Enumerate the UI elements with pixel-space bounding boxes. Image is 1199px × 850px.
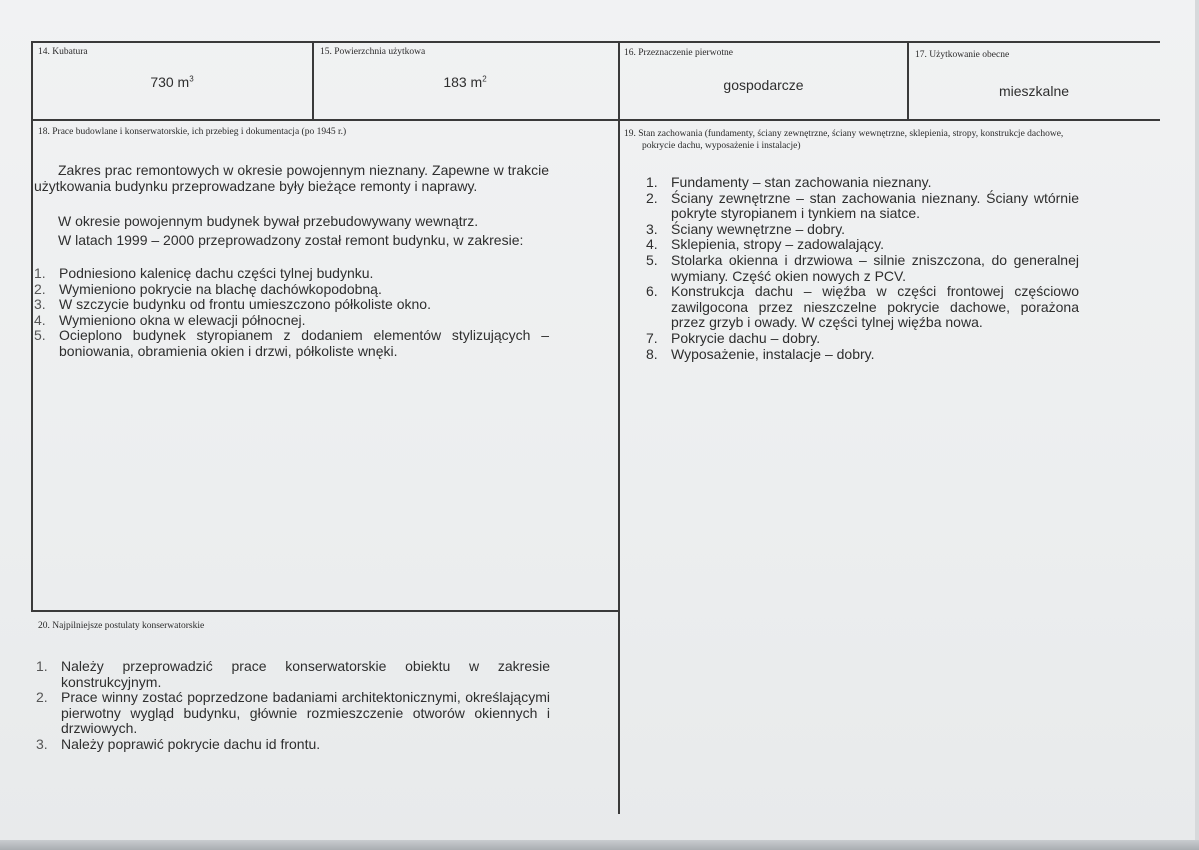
- list-number: 8.: [646, 345, 658, 362]
- powierzchnia-value: [314, 74, 616, 90]
- prace-label: 18. Prace budowlane i konserwatorskie, ich przebieg i dokumentacja (po 1945 r.): [38, 127, 347, 137]
- list-text: Wymieniono pokrycie na blachę dachówkopodobną.: [59, 280, 382, 297]
- list-item: [36, 737, 550, 753]
- list-item: [646, 191, 1079, 222]
- list-item: [34, 297, 549, 313]
- list-text: Ocieplono budynek styropianem z dodaniem elementów stylizujących – boniowania, obramienia okien i drzwi, półkoliste wnęki.: [59, 327, 549, 359]
- list-item: [646, 175, 1079, 191]
- list-text: Prace winny zostać poprzedzone badaniami architektonicznymi, określającymi pierwotny wygląd budynku, głównie rozmieszczenie otworów okiennych i drzwiowych.: [61, 689, 550, 737]
- list-number: 7.: [646, 329, 658, 346]
- list-number: 3.: [34, 296, 46, 313]
- list-item: [34, 328, 549, 359]
- list-text: Wymieniono okna w elewacji północnej.: [59, 311, 306, 328]
- list-text: Sklepienia, stropy – zadowalający.: [671, 236, 884, 253]
- list-number: 6.: [646, 283, 658, 300]
- przeznaczenie-label: 16. Przeznaczenie pierwotne: [624, 48, 733, 58]
- list-number: 1.: [646, 174, 658, 190]
- list-item: [646, 237, 1079, 253]
- list-text: Pokrycie dachu – dobry.: [671, 329, 821, 346]
- row1-bottom-border: [31, 119, 1160, 121]
- list-text: Należy poprawić pokrycie dachu id frontu.: [61, 735, 321, 752]
- prace-paragraph-2: W okresie powojennym budynek bywał przebudowywany wewnątrz.: [58, 213, 479, 229]
- postulaty-label: 20. Najpilniejsze postulaty konserwatorskie: [38, 621, 205, 631]
- list-number: 2.: [646, 189, 658, 206]
- list-number: 1.: [36, 658, 48, 674]
- stan-list: [646, 175, 1079, 362]
- list-item: [646, 347, 1079, 363]
- list-number: 3.: [36, 735, 48, 752]
- powierzchnia-number: 183 m: [443, 74, 483, 90]
- divider-16-17: [907, 41, 909, 121]
- top-border: [31, 41, 1160, 43]
- kubatura-value: [32, 74, 312, 90]
- list-text: Ściany wewnętrzne – dobry.: [671, 220, 846, 237]
- kubatura-number: 730 m: [150, 74, 190, 90]
- powierzchnia-label: 15. Powierzchnia użytkowa: [320, 47, 426, 57]
- list-number: 2.: [36, 689, 48, 706]
- przeznaczenie-value: gospodarcze: [723, 77, 804, 93]
- powierzchnia-exponent: 2: [482, 74, 487, 84]
- list-item: [36, 659, 550, 690]
- kubatura-label: 14. Kubatura: [38, 47, 88, 57]
- list-item: [34, 313, 549, 329]
- list-number: 4.: [646, 236, 658, 253]
- prace-list: [34, 266, 549, 360]
- kubatura-exponent: 3: [189, 74, 194, 84]
- list-item: [646, 331, 1079, 347]
- postulaty-list: [36, 659, 550, 753]
- stan-label-line-1: 19. Stan zachowania (fundamenty, ściany zewnętrzne, ściany wewnętrzne, sklepienia, stropy, konstrukcje dachowe,: [624, 129, 1064, 139]
- prace-paragraph-1: Zakres prac remontowych w okresie powojennym nieznany. Zapewne w trakcie użytkowania budynku przeprowadzane były bieżące remonty i naprawy.: [34, 162, 549, 194]
- list-item: [646, 253, 1079, 284]
- uzytkowanie-value: mieszkalne: [998, 83, 1070, 99]
- section20-top-border: [31, 610, 619, 612]
- list-text: Ściany zewnętrzne – stan zachowania nieznany. Ściany wtórnie pokryte styropianem i tynkiem na siatce.: [671, 189, 1079, 222]
- list-number: 4.: [34, 311, 46, 328]
- list-text: Podniesiono kalenicę dachu części tylnej budynku.: [59, 265, 374, 281]
- list-text: Wyposażenie, instalacje – dobry.: [671, 345, 875, 362]
- list-item: [34, 282, 549, 298]
- prace-paragraph-3: W latach 1999 – 2000 przeprowadzony został remont budynku, w zakresie:: [58, 232, 524, 248]
- list-item: [646, 222, 1079, 238]
- list-item: [34, 266, 549, 282]
- list-number: 5.: [646, 251, 658, 268]
- list-number: 2.: [34, 280, 46, 297]
- list-number: 1.: [34, 265, 46, 281]
- center-divider: [618, 41, 620, 814]
- card-edge-bottom: [0, 840, 1199, 850]
- card-edge-right: [1195, 0, 1199, 850]
- list-text: Należy przeprowadzić prace konserwatorskie obiektu w zakresie konstrukcyjnym.: [61, 658, 550, 690]
- list-text: Fundamenty – stan zachowania nieznany.: [671, 174, 932, 190]
- list-text: Konstrukcja dachu – więźba w części frontowej częściowo zawilgocona przez nieszczelne pokrycie dachowe, porażona przez grzyb i owady. W części tylnej więźba nowa.: [671, 283, 1079, 331]
- uzytkowanie-label: 17. Użytkowanie obecne: [915, 50, 1010, 60]
- left-border: [31, 41, 33, 612]
- list-text: W szczycie budynku od frontu umieszczono półkoliste okno.: [59, 296, 431, 313]
- stan-label-line-2: pokrycie dachu, wyposażenie i instalacje): [642, 141, 801, 151]
- list-text: Stolarka okienna i drzwiowa – silnie zniszczona, do generalnej wymiany. Część okien nowych z PCV.: [671, 251, 1079, 284]
- list-item: [36, 690, 550, 737]
- list-number: 3.: [646, 220, 658, 237]
- list-number: 5.: [34, 327, 46, 344]
- list-item: [646, 284, 1079, 331]
